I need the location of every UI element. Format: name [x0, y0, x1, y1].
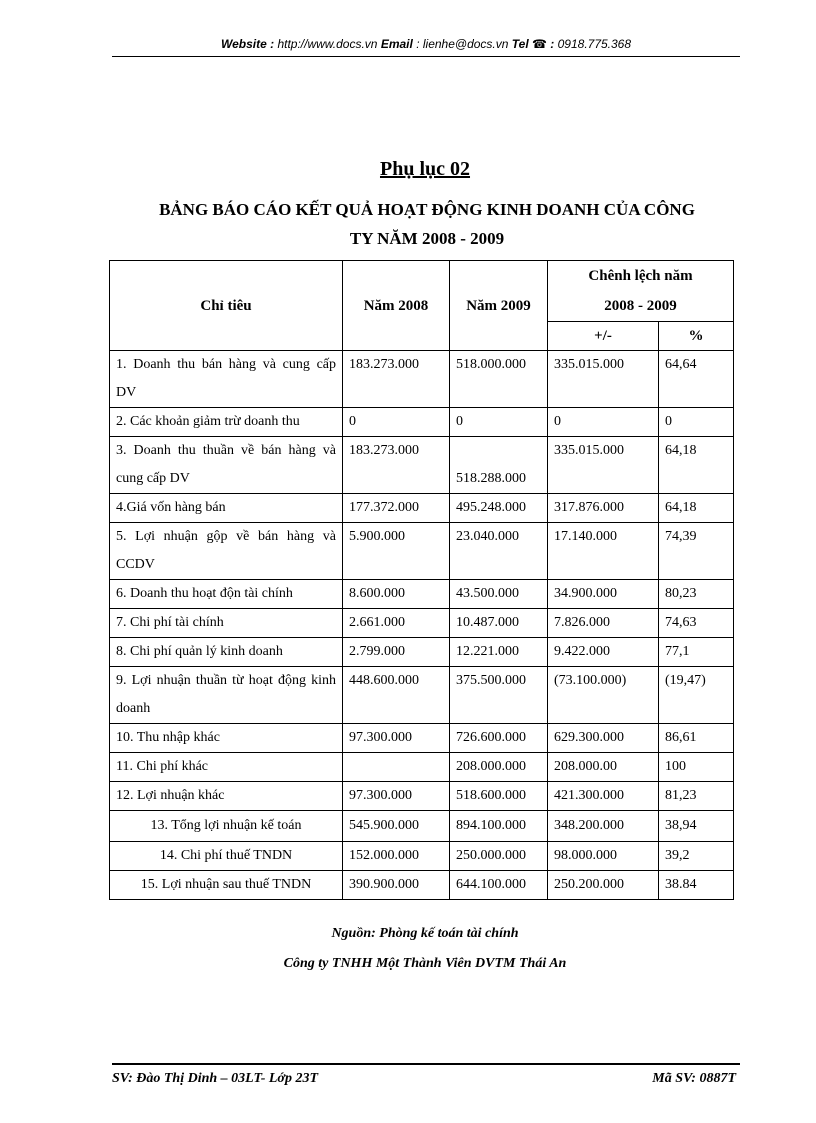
- header-2009: Năm 2009: [450, 261, 548, 351]
- table-row: [110, 437, 734, 494]
- footer-student: SV: Đào Thị Dinh – 03LT- Lớp 23T: [112, 1071, 319, 1086]
- row-name: 3. Doanh thu thuần về bán hàng và cung cấp DV: [110, 437, 343, 494]
- row-diff: 335.015.000: [548, 437, 659, 494]
- row-2008: 2.661.000: [343, 609, 450, 638]
- row-2009: 0: [450, 408, 548, 437]
- email-value[interactable]: : lienhe@docs.vn: [416, 37, 509, 51]
- source-line: Nguồn: Phòng kế toán tài chính: [331, 926, 519, 941]
- footer-divider: [112, 1063, 740, 1065]
- row-2008: 97.300.000: [343, 782, 450, 811]
- row-2008: 390.900.000: [343, 871, 450, 900]
- row-diff: 629.300.000: [548, 724, 659, 753]
- row-name: 9. Lợi nhuận thuần từ hoạt động kinh doanh: [110, 667, 343, 724]
- tel-label: Tel ☎ :: [511, 37, 555, 51]
- row-2008: 183.273.000: [343, 437, 450, 494]
- website-url[interactable]: http://www.docs.vn: [277, 37, 378, 51]
- row-name: 2. Các khoản giảm trừ doanh thu: [110, 408, 343, 437]
- row-diff: 98.000.000: [548, 842, 659, 871]
- row-pct: 81,23: [659, 782, 734, 811]
- row-2009: 43.500.000: [450, 580, 548, 609]
- report-table: [109, 260, 734, 900]
- row-2008: 152.000.000: [343, 842, 450, 871]
- row-pct: 64,18: [659, 494, 734, 523]
- report-title-line2: TY NĂM 2008 - 2009: [349, 229, 505, 248]
- row-2009: 12.221.000: [450, 638, 548, 667]
- row-diff: 7.826.000: [548, 609, 659, 638]
- table-row: [110, 724, 734, 753]
- row-pct: 80,23: [659, 580, 734, 609]
- appendix-title: Phụ lục 02: [379, 158, 471, 180]
- row-2009: 726.600.000: [450, 724, 548, 753]
- row-pct: 39,2: [659, 842, 734, 871]
- row-2009: 644.100.000: [450, 871, 548, 900]
- row-diff: 348.200.000: [548, 811, 659, 842]
- email-label: Email: [380, 37, 413, 51]
- page-header: [112, 37, 740, 51]
- row-2009: 250.000.000: [450, 842, 548, 871]
- row-name: 12. Lợi nhuận khác: [110, 782, 343, 811]
- row-2009: 375.500.000: [450, 667, 548, 724]
- row-diff: 17.140.000: [548, 523, 659, 580]
- row-name: 15. Lợi nhuận sau thuế TNDN: [110, 871, 343, 900]
- table-row: [110, 408, 734, 437]
- row-pct: 74,39: [659, 523, 734, 580]
- header-plus-minus: +/-: [548, 322, 659, 351]
- row-2008: 8.600.000: [343, 580, 450, 609]
- row-diff: (73.100.000): [548, 667, 659, 724]
- row-2008: [343, 753, 450, 782]
- website-label: Website :: [220, 37, 275, 51]
- row-name: 4.Giá vốn hàng bán: [110, 494, 343, 523]
- row-2009: 495.248.000: [450, 494, 548, 523]
- table-row: [110, 638, 734, 667]
- row-2008: 5.900.000: [343, 523, 450, 580]
- row-2009: 10.487.000: [450, 609, 548, 638]
- row-pct: 77,1: [659, 638, 734, 667]
- row-diff: 9.422.000: [548, 638, 659, 667]
- row-2009: 518.288.000: [450, 437, 548, 494]
- header-2008: Năm 2008: [343, 261, 450, 351]
- table-row: [110, 811, 734, 842]
- row-2009: 208.000.000: [450, 753, 548, 782]
- row-name: 11. Chi phí khác: [110, 753, 343, 782]
- row-name: 8. Chi phí quản lý kinh doanh: [110, 638, 343, 667]
- row-pct: 100: [659, 753, 734, 782]
- row-diff: 421.300.000: [548, 782, 659, 811]
- row-pct: 38,94: [659, 811, 734, 842]
- row-2008: 177.372.000: [343, 494, 450, 523]
- row-2009: 23.040.000: [450, 523, 548, 580]
- row-diff: 0: [548, 408, 659, 437]
- report-title: [112, 195, 742, 253]
- row-2008: 2.799.000: [343, 638, 450, 667]
- row-2008: 183.273.000: [343, 351, 450, 408]
- table-row: [110, 494, 734, 523]
- header-indicator: Chỉ tiêu: [110, 261, 343, 351]
- row-pct: 74,63: [659, 609, 734, 638]
- report-title-line1: BẢNG BÁO CÁO KẾT QUẢ HOẠT ĐỘNG KINH DOANH CỦA CÔNG: [159, 200, 695, 219]
- row-2008: 448.600.000: [343, 667, 450, 724]
- row-name: 5. Lợi nhuận gộp về bán hàng và CCDV: [110, 523, 343, 580]
- table-row: [110, 753, 734, 782]
- row-diff: 208.000.00: [548, 753, 659, 782]
- table-row: [110, 782, 734, 811]
- header-percent: %: [659, 322, 734, 351]
- row-pct: 64,18: [659, 437, 734, 494]
- row-name: 10. Thu nhập khác: [110, 724, 343, 753]
- row-name: 13. Tổng lợi nhuận kế toán: [110, 811, 343, 842]
- row-pct: 64,64: [659, 351, 734, 408]
- company-line: Công ty TNHH Một Thành Viên DVTM Thái An: [283, 956, 567, 971]
- table-row: [110, 842, 734, 871]
- table-row: [110, 351, 734, 408]
- row-diff: 335.015.000: [548, 351, 659, 408]
- report-rows: [110, 351, 734, 900]
- footer-student-id: Mã SV: 0887T: [652, 1071, 736, 1086]
- table-row: [110, 523, 734, 580]
- row-2009: 518.000.000: [450, 351, 548, 408]
- row-2009: 894.100.000: [450, 811, 548, 842]
- row-pct: 0: [659, 408, 734, 437]
- row-diff: 317.876.000: [548, 494, 659, 523]
- header-difference: Chênh lệch năm 2008 - 2009: [548, 261, 734, 322]
- tel-value: 0918.775.368: [557, 37, 632, 51]
- row-name: 1. Doanh thu bán hàng và cung cấp DV: [110, 351, 343, 408]
- header-divider: [112, 56, 740, 57]
- row-name: 14. Chi phí thuế TNDN: [110, 842, 343, 871]
- row-2009: 518.600.000: [450, 782, 548, 811]
- table-row: [110, 667, 734, 724]
- row-diff: 34.900.000: [548, 580, 659, 609]
- table-row: [110, 580, 734, 609]
- row-2008: 545.900.000: [343, 811, 450, 842]
- table-row: [110, 871, 734, 900]
- row-pct: (19,47): [659, 667, 734, 724]
- row-name: 7. Chi phí tài chính: [110, 609, 343, 638]
- row-pct: 86,61: [659, 724, 734, 753]
- table-row: [110, 609, 734, 638]
- row-2008: 97.300.000: [343, 724, 450, 753]
- row-name: 6. Doanh thu hoạt độn tài chính: [110, 580, 343, 609]
- row-2008: 0: [343, 408, 450, 437]
- row-diff: 250.200.000: [548, 871, 659, 900]
- row-pct: 38.84: [659, 871, 734, 900]
